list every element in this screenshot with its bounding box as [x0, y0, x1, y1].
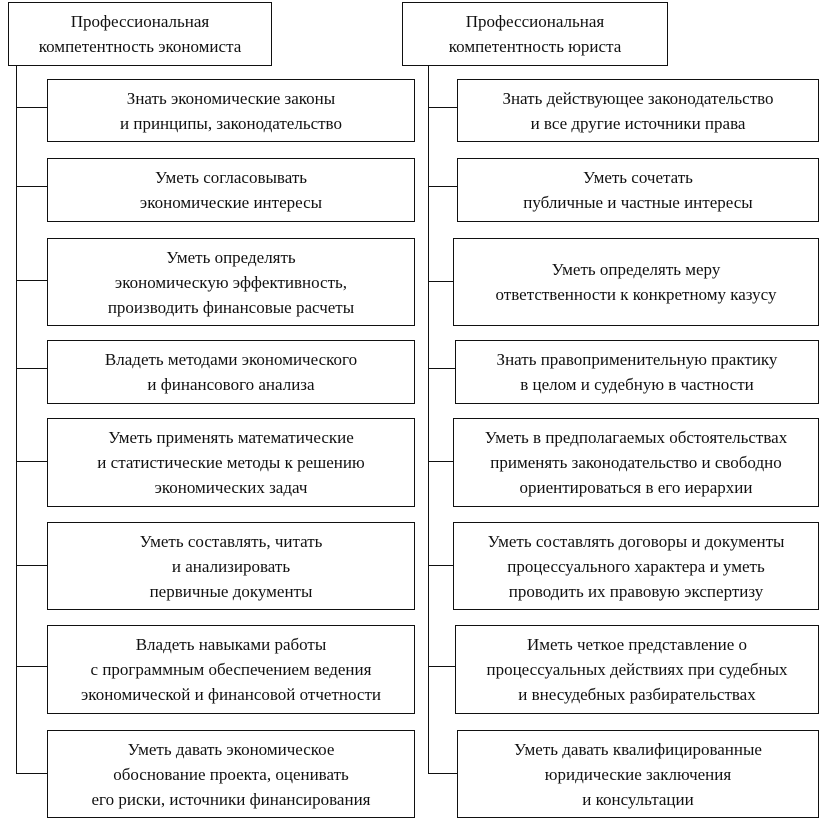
- left-connector: [16, 186, 48, 187]
- right-connector: [428, 186, 458, 187]
- right-connector: [428, 461, 454, 462]
- left-item-box: [47, 79, 415, 142]
- right-item-box: [455, 340, 819, 404]
- right-item-box: [457, 730, 819, 818]
- left-item-box: [47, 418, 415, 507]
- right-item-text: Уметь определять меру ответственности к конкретному казусу: [495, 260, 777, 304]
- right-connector: [428, 368, 456, 369]
- left-connector: [16, 107, 48, 108]
- left-connector: [16, 461, 48, 462]
- right-item-text: Уметь составлять договоры и документы процессуального характера и уметь проводить их правовую экспертизу: [487, 531, 785, 601]
- left-item-box: [47, 158, 415, 222]
- right-item-box: [453, 522, 819, 610]
- right-item-box: [457, 79, 819, 142]
- left-item-text: Знать экономические законы и принципы, законодательство: [120, 88, 342, 133]
- right-connector: [428, 107, 458, 108]
- left-connector: [16, 666, 48, 667]
- right-connector: [428, 773, 458, 774]
- left-item-text: Уметь определять экономическую эффективность, производить финансовые расчеты: [107, 247, 355, 317]
- left-item-text: Уметь составлять, читать и анализировать первичные документы: [139, 531, 323, 601]
- right-connector: [428, 281, 454, 282]
- right-trunk-line: [428, 66, 429, 774]
- left-item-box: [47, 340, 415, 404]
- left-header-text: Профессиональная компетентность экономиста: [38, 12, 242, 56]
- right-item-box: [457, 158, 819, 222]
- right-item-text: Знать правоприменительную практику в целом и судебную в частности: [496, 350, 778, 394]
- right-item-box: [455, 625, 819, 714]
- left-item-text: Владеть навыками работы с программным обеспечением ведения экономической и финансовой отчетности: [81, 635, 381, 704]
- right-item-box: [453, 238, 819, 326]
- left-connector: [16, 565, 48, 566]
- right-header-box: [402, 2, 668, 66]
- left-trunk-line: [16, 66, 17, 774]
- left-connector: [16, 773, 48, 774]
- left-connector: [16, 280, 48, 281]
- right-item-text: Уметь в предполагаемых обстоятельствах применять законодательство и свободно ориентироваться в его иерархии: [484, 428, 788, 497]
- left-header-box: [8, 2, 272, 66]
- right-connector: [428, 666, 456, 667]
- left-item-box: [47, 238, 415, 326]
- left-connector: [16, 368, 48, 369]
- right-connector: [428, 565, 454, 566]
- right-header-text: Профессиональная компетентность юриста: [448, 12, 622, 56]
- right-item-box: [453, 418, 819, 507]
- left-item-box: [47, 625, 415, 714]
- left-item-text: Уметь применять математические и статистические методы к решению экономических задач: [97, 428, 365, 497]
- right-item-text: Уметь давать квалифицированные юридические заключения и консультации: [514, 739, 762, 809]
- left-item-text: Уметь согласовывать экономические интересы: [139, 168, 323, 212]
- right-item-text: Иметь четкое представление о процессуальных действиях при судебных и внесудебных разбирательствах: [486, 635, 788, 704]
- right-item-text: Уметь сочетать публичные и частные интересы: [523, 168, 753, 212]
- left-item-text: Уметь давать экономическое обоснование проекта, оценивать его риски, источники финансирования: [91, 739, 371, 809]
- left-item-box: [47, 522, 415, 610]
- right-item-text: Знать действующее законодательство и все другие источники права: [502, 88, 774, 133]
- left-item-text: Владеть методами экономического и финансового анализа: [104, 350, 358, 394]
- left-item-box: [47, 730, 415, 818]
